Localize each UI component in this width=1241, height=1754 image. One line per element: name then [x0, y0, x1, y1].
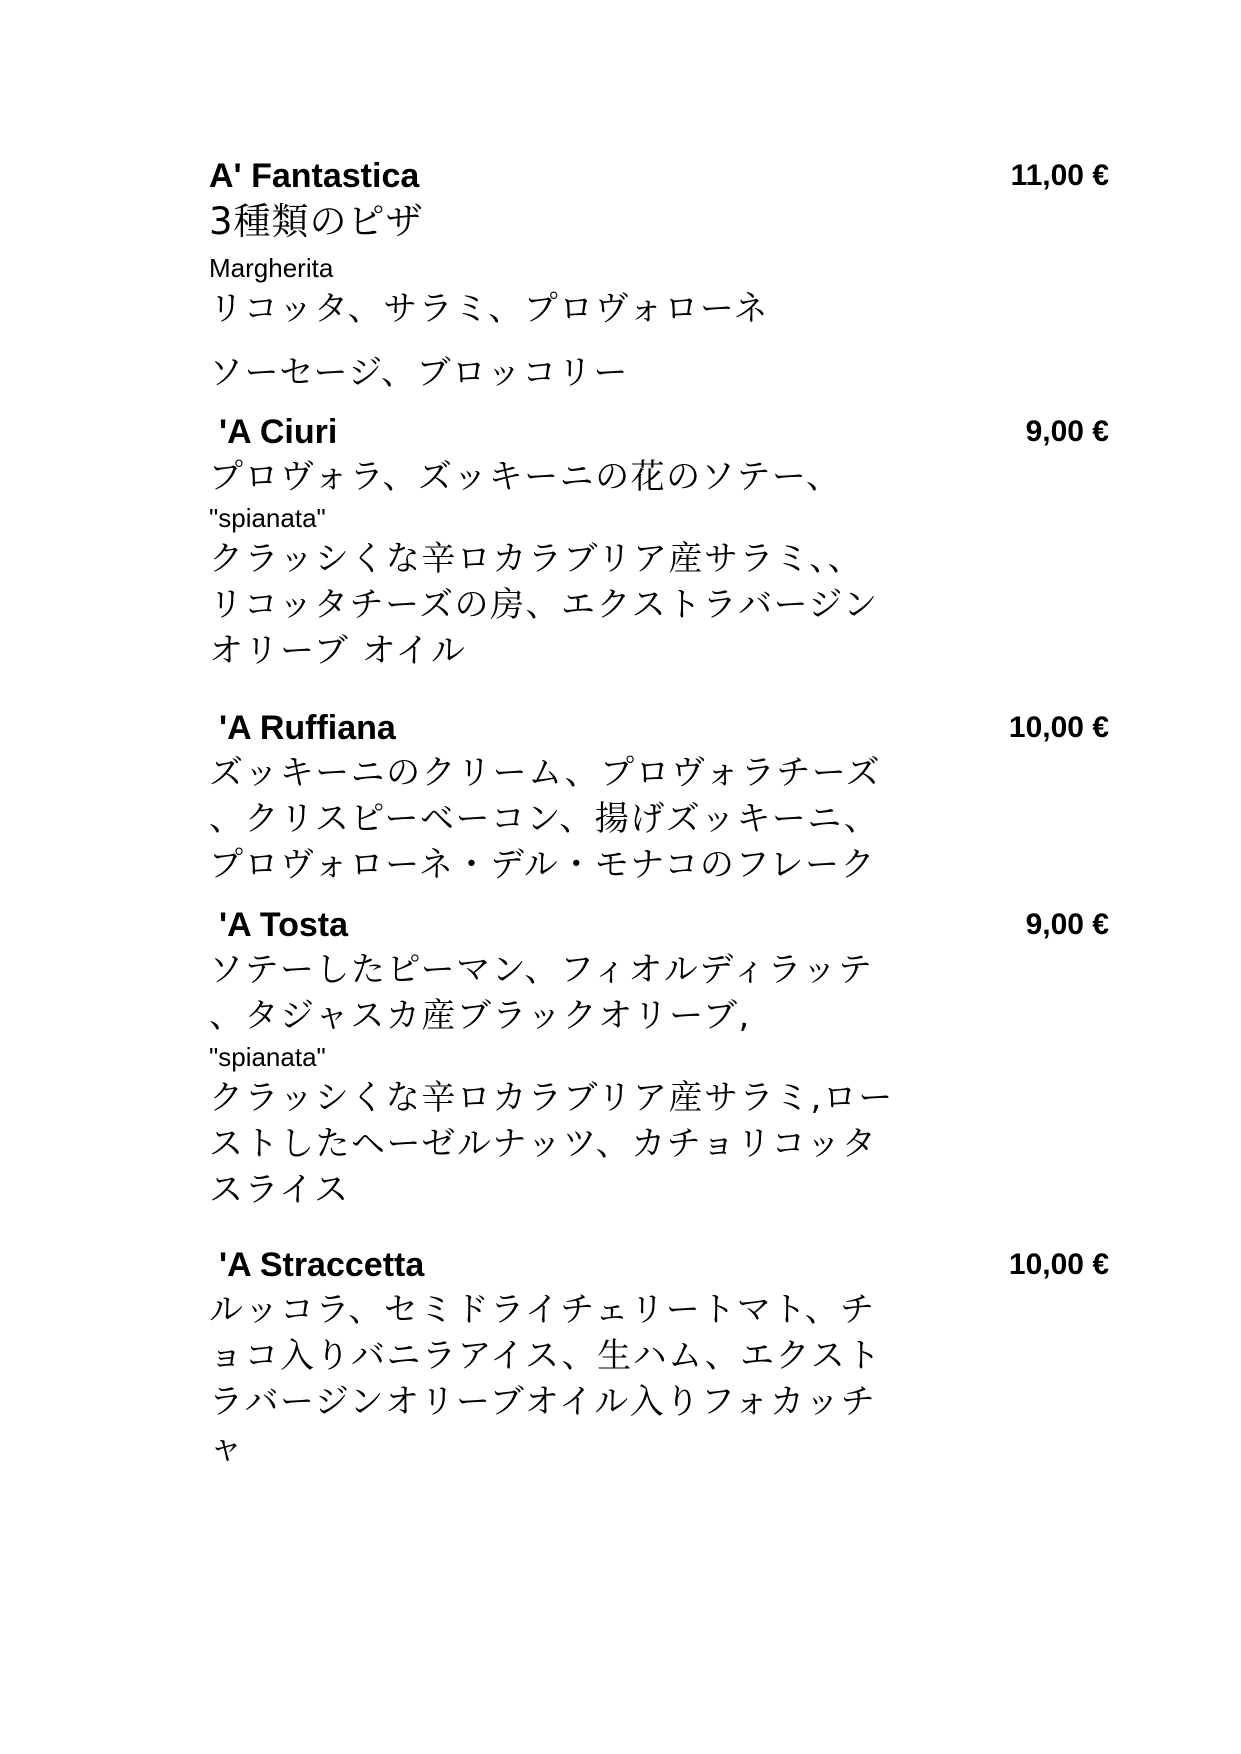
- menu-item-tosta: [209, 903, 1109, 1213]
- menu-item-price: 9,00 €: [1025, 415, 1109, 448]
- menu-item-description-line: ストしたヘーゼルナッツ、カチョリコッタ: [209, 1124, 878, 1164]
- menu-item-description-line: 、クリスピーベーコン、揚げズッキーニ、: [209, 799, 880, 839]
- menu-item-price: 10,00 €: [1008, 711, 1109, 744]
- menu-item-description-line: オリーブ オイル: [209, 631, 467, 671]
- menu-item-name: 'A Straccetta: [219, 1246, 425, 1284]
- menu-item-name: A' Fantastica: [209, 157, 420, 195]
- menu-item-name: 'A Ciuri: [219, 413, 338, 451]
- menu-item-header: [209, 903, 1109, 947]
- menu-item-price: 9,00 €: [1025, 908, 1109, 941]
- menu-item-description-line: ラバージンオリーブオイル入りフォカッチ: [209, 1382, 877, 1422]
- menu-item-description-line: リコッタ、サラミ、プロヴォローネ: [209, 289, 770, 329]
- menu-item-name: 'A Tosta: [219, 906, 348, 944]
- menu-item-description-line: リコッタチーズの房、エクストラバージン: [209, 585, 879, 625]
- menu-item-description-line: ソーセージ、ブロッコリー: [209, 353, 629, 393]
- menu-item-description-line: "spianata": [209, 503, 326, 533]
- menu-item-price: 10,00 €: [1008, 1248, 1109, 1281]
- menu-item-description-line: プロヴォローネ・デル・モナコのフレーク: [209, 845, 877, 885]
- menu-item-fantastica: [209, 154, 1109, 396]
- menu-item-description-line: スライス: [209, 1170, 350, 1210]
- menu-item-header: [209, 1243, 1109, 1287]
- menu-item-description-line: ルッコラ、セミドライチェリートマト、チ: [209, 1290, 876, 1330]
- menu-item-header: [209, 706, 1109, 750]
- menu-item-header: [209, 154, 1109, 198]
- menu-item-description-line: "spianata": [209, 1042, 326, 1072]
- menu-item-header: [209, 410, 1109, 454]
- menu-item-description-line: ズッキーニのクリーム、プロヴォラチーズ: [209, 753, 882, 793]
- menu-item-description-line: ソテーしたピーマン、フィオルディラッテ: [209, 950, 874, 990]
- menu-item-description-line: Margherita: [209, 253, 334, 283]
- menu-item-ciuri: [209, 410, 1109, 674]
- menu-item-description-line: 3種類のピザ: [209, 200, 424, 243]
- menu-item-description-line: クラッシくな辛ロカラブリア産サラミ、、: [209, 539, 864, 579]
- menu-item-name: 'A Ruffiana: [219, 709, 396, 747]
- menu-item-ruffiana: [209, 706, 1109, 888]
- menu-item-description-line: 、タジャスカ産ブラックオリーブ,: [209, 996, 751, 1036]
- menu-item-straccetta: [209, 1243, 1109, 1471]
- menu-item-description-line: クラッシくな辛ロカラブリア産サラミ,ロー: [209, 1078, 894, 1118]
- menu-item-description-line: ョコ入りバニラアイス、生ハム、エクスト: [209, 1336, 882, 1376]
- menu-item-description-line: ャ: [209, 1428, 245, 1468]
- menu-item-description-line: プロヴォラ、ズッキーニの花のソテー、: [209, 457, 842, 497]
- menu-item-price: 11,00 €: [1010, 159, 1109, 192]
